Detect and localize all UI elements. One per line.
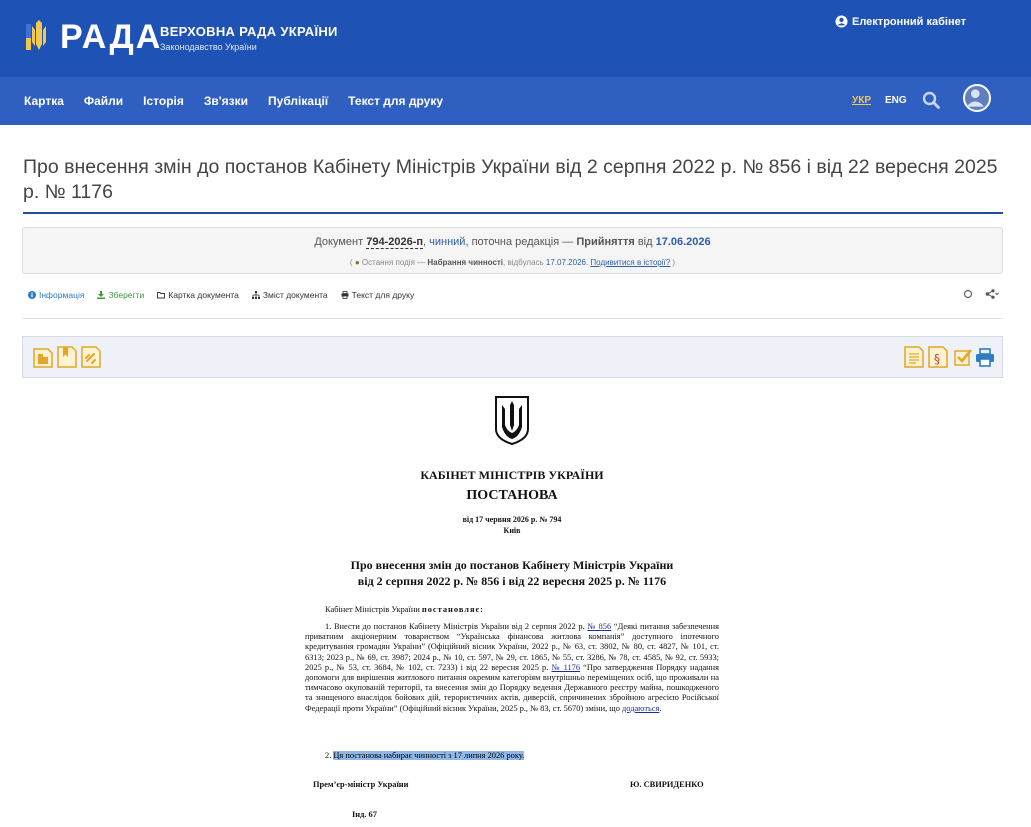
history-link[interactable]: Подивитися в історії? (590, 258, 671, 267)
user-circle-icon (835, 15, 848, 28)
circle-outline-icon[interactable] (963, 289, 973, 299)
logo-word: РАДА (60, 18, 163, 56)
tab-info-label: Інформація (39, 290, 85, 300)
doc-paragraph-1 (305, 622, 719, 714)
last-event-mid: , відбулась (503, 258, 544, 267)
page-title: Про внесення змін до постанов Кабінету Міністрів України від 2 серпня 2022 р. № 856 і від 22 вересня 2025 р. № 1176 (23, 156, 998, 203)
bookmark-document-icon[interactable] (57, 346, 77, 368)
printer-icon[interactable] (975, 346, 995, 368)
avatar[interactable] (963, 84, 991, 112)
info-circle-icon: ● (354, 258, 360, 267)
doc-paragraph-2 (305, 751, 719, 761)
doc-label: Документ (314, 236, 364, 248)
trident-icon (24, 20, 54, 54)
main-nav (0, 77, 1031, 125)
nav-item-links[interactable]: Зв'язки (203, 94, 249, 108)
p2-highlighted-text: Ця постанова набирає чинності з 17 липня 2026 року. (333, 751, 525, 760)
link-1176[interactable]: № 1176 (551, 662, 581, 672)
tab-contents[interactable] (252, 290, 328, 300)
doc-state: чинний (429, 236, 466, 248)
p1-text-b: “Деякі питання забезпечення приватним акціонерним товариством “Українська фінансова житлова компанія” доступного іпотечного кредитування громадян України” (Офіційний вісник України, 2022 р., № 63, ст. 3802, № 80, ст. 4827, № 101, ст. 6313; 2023 р., № 69, ст. 3987; 2024 р., № 10, ст. 597, № 29, ст. 1865, № 55, ст. 3286, № 78, ст. 4585, № 92, ст. 5933; 2025 р., № 53, ст. 3684, № 102, ст. 7233) і від 22 вересня 2025 р. (305, 622, 720, 672)
doc-heading-line-2: від 2 серпня 2022 р. № 856 і від 22 вересня 2025 р. № 1176 (357, 574, 667, 588)
tab-save[interactable] (97, 290, 144, 300)
tab-print-label: Текст для друку (351, 290, 415, 300)
document-toolbar (22, 336, 1003, 378)
document-status-box (22, 227, 1003, 274)
tab-info[interactable] (28, 290, 84, 300)
status-line: Документ 794-2026-п, чинний, поточна редакція — Прийняття від 17.06.2026 (314, 236, 711, 248)
last-event-date: 17.07.2026. (545, 258, 589, 267)
org-name: ВЕРХОВНА РАДА УКРАЇНИ (160, 24, 338, 39)
link-attached[interactable]: додаються (622, 703, 660, 713)
link-document-icon[interactable] (81, 346, 101, 368)
nav-item-files[interactable]: Файли (83, 94, 124, 108)
doc-number[interactable]: 794-2026-п (366, 236, 423, 248)
p2-number: 2. (325, 751, 334, 760)
p1-text-d: . (659, 703, 662, 713)
site-header (0, 0, 1031, 77)
doc-index: Інд. 67 (352, 810, 377, 819)
doc-date-line: від 17 червня 2026 р. № 794 (462, 515, 562, 524)
text-document-icon[interactable] (904, 346, 924, 368)
download-icon (97, 291, 105, 299)
tabs-divider (22, 318, 1003, 319)
lang-eng[interactable]: ENG (885, 95, 907, 106)
check-document-icon[interactable] (953, 346, 973, 368)
paragraph-document-icon[interactable] (928, 346, 948, 368)
nav-item-card[interactable]: Картка (24, 94, 64, 108)
lang-ukr[interactable]: УКР (852, 95, 871, 106)
coat-of-arms-icon (494, 395, 530, 445)
user-avatar-icon (965, 86, 989, 110)
info-icon (28, 291, 36, 299)
cabinet-label: Електронний кабінет (852, 15, 966, 28)
tab-right-tools (963, 289, 999, 299)
tab-card[interactable] (157, 290, 239, 300)
title-divider (23, 212, 1003, 214)
doc-heading-line-1: Про внесення змін до постанов Кабінету Міністрів України (350, 558, 674, 572)
org-title (160, 24, 338, 52)
share-icon[interactable] (985, 289, 999, 299)
edition-text: , поточна редакція — (465, 236, 574, 248)
svg-text:§: § (934, 352, 940, 366)
doc-type: ПОСТАНОВА (466, 488, 558, 503)
doc-org-name: КАБІНЕТ МІНІСТРІВ УКРАЇНИ (420, 468, 604, 482)
electronic-cabinet-link[interactable] (835, 15, 966, 28)
adoption-date: 17.06.2026 (655, 236, 711, 248)
rada-logo[interactable] (24, 20, 162, 54)
folder-document-icon[interactable] (33, 346, 53, 368)
doc-heading (305, 557, 719, 589)
intro-decides: постановляє: (421, 605, 484, 614)
signature-position: Прем’єр-міністр України (313, 780, 409, 789)
search-icon[interactable] (922, 91, 940, 109)
folder-icon (157, 291, 165, 299)
doc-city: Київ (503, 526, 521, 535)
last-event-prefix: Остання подія — (361, 258, 426, 267)
print-icon (341, 291, 349, 299)
intro-text: Кабінет Міністрів України (325, 605, 422, 614)
adoption-mid: від (637, 236, 653, 248)
nav-item-history[interactable]: Історія (143, 94, 184, 108)
p1-text-c: “Про затвердження Порядку надання допомоги для вирішення житлового питання окремим категоріям внутрішньо переміщених осіб, що проживали на тимчасово окупованій території, та внесення змін до Порядку ведення Державного реєстру майна, пошкодженого та знищеного внаслідок бойових дій, терористичних актів, диверсій, спричинених збройною агресією Російської Федерації проти України” (Офіційний вісник України, 2025 р., № 83, ст. 5670) зміни, що (305, 662, 719, 713)
nav-item-print-text[interactable]: Текст для друку (348, 94, 444, 108)
p1-text-a: 1. Внести до постанов Кабінету Міністрів України від 2 серпня 2022 р. (325, 622, 588, 631)
tab-contents-label: Зміст документа (262, 290, 328, 300)
doc-intro (305, 605, 719, 615)
sitemap-icon (252, 291, 260, 299)
adoption-label: Прийняття (576, 236, 635, 248)
tab-print[interactable] (341, 290, 415, 300)
tab-card-label: Картка документа (168, 290, 239, 300)
nav-item-publications[interactable]: Публікації (268, 94, 329, 108)
last-event-line: ( ● Остання подія — Набрання чинності, відбулась 17.07.2026. Подивитися в історії? ) (349, 258, 676, 267)
signature-name: Ю. СВИРИДЕНКО (630, 780, 704, 789)
link-856[interactable]: № 856 (587, 622, 612, 631)
org-subtitle: Законодавство України (160, 42, 257, 52)
last-event-name: Набрання чинності (427, 258, 504, 267)
tab-save-label: Зберегти (108, 290, 145, 300)
document-tabs (28, 290, 414, 300)
